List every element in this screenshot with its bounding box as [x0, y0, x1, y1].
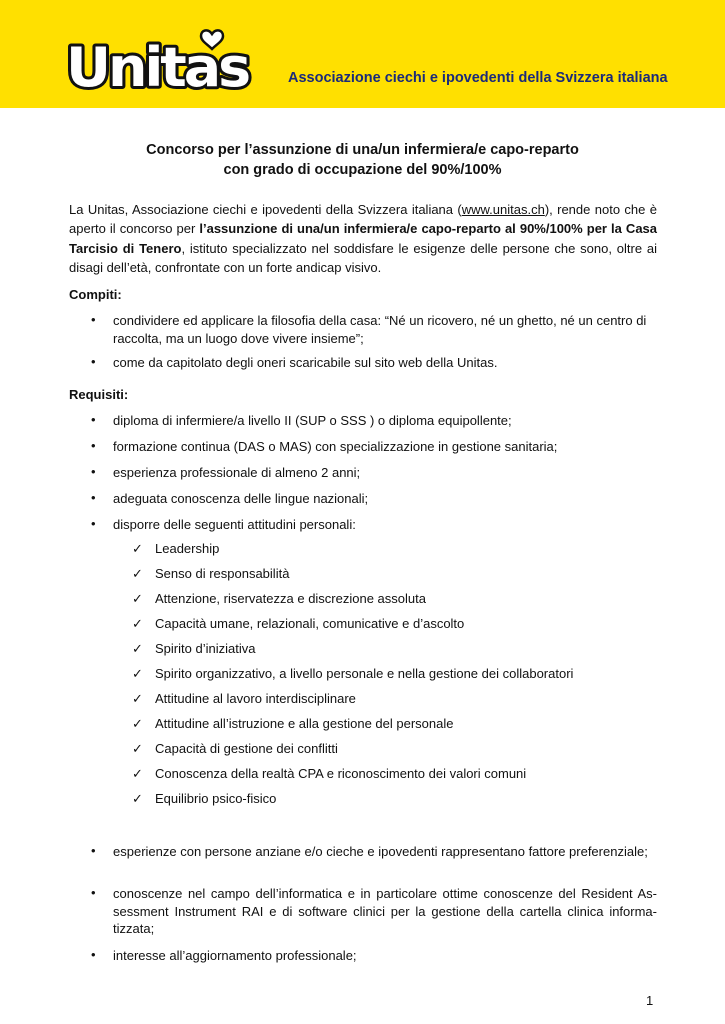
intro-paragraph	[69, 200, 657, 278]
header-band	[0, 0, 725, 108]
bullet-icon: •	[91, 312, 96, 327]
attitude-item: Attenzione, riservatezza e discrezione assoluta	[155, 591, 426, 606]
attitude-item: Conoscenza della realtà CPA e riconoscimento dei valori comuni	[155, 766, 527, 781]
attitude-item: Spirito d’iniziativa	[155, 641, 256, 656]
requisiti-item: diploma di infermiere/a livello II (SUP o SSS ) o diploma equipollente;	[113, 413, 512, 428]
requisiti-heading: Requisiti:	[69, 387, 129, 402]
svg-text:Unitas: Unitas	[66, 36, 249, 96]
bullet-icon: •	[91, 516, 96, 531]
document-title-line-2: con grado di occupazione del 90%/100%	[223, 162, 502, 178]
unitas-logo	[62, 28, 252, 96]
requisiti-item: esperienza professionale di almeno 2 anni;	[113, 465, 361, 480]
checkmark-icon: ✓	[132, 791, 143, 806]
checkmark-icon: ✓	[132, 691, 143, 706]
intro-bold-text: l’assunzione di una/un infermiera/e capo-reparto al 90%/100% per la Casa Tarcisio di Tenero	[69, 221, 658, 256]
page-number: 1	[646, 993, 654, 1008]
document-title-line-1: Concorso per l’assunzione di una/un infermiera/e capo-reparto	[146, 142, 579, 158]
attitude-item: Capacità di gestione dei conflitti	[155, 741, 338, 756]
attitude-item: Attitudine al lavoro interdisciplinare	[155, 691, 356, 706]
bullet-icon: •	[91, 885, 96, 900]
bullet-icon: •	[91, 490, 96, 505]
checkmark-icon: ✓	[132, 766, 143, 781]
compiti-item: come da capitolato degli oneri scaricabile sul sito web della Unitas.	[113, 355, 498, 370]
bullet-icon: •	[91, 464, 96, 479]
organization-name: Associazione ciechi e ipovedenti della Svizzera italiana	[288, 70, 668, 86]
checkmark-icon: ✓	[132, 716, 143, 731]
checkmark-icon: ✓	[132, 666, 143, 681]
checkmark-icon: ✓	[132, 741, 143, 756]
attitude-item: Equilibrio psico-fisico	[155, 791, 277, 806]
compiti-heading: Compiti:	[69, 287, 122, 302]
other-requirement-item: esperienze con persone anziane e/o cieche e ipovedenti rappresentano fattore preferenziale;	[113, 844, 648, 859]
bullet-icon: •	[91, 354, 96, 369]
other-requirement-item: interesse all’aggiornamento professionale;	[113, 948, 357, 963]
bullet-icon: •	[91, 843, 96, 858]
requisiti-item: adeguata conoscenza delle lingue nazionali;	[113, 491, 369, 506]
checkmark-icon: ✓	[132, 641, 143, 656]
attitude-item: Spirito organizzativo, a livello personale e nella gestione dei collaboratori	[155, 666, 574, 681]
bullet-icon: •	[91, 438, 96, 453]
requisiti-item: formazione continua (DAS o MAS) con specializzazione in gestione sanitaria;	[113, 439, 558, 454]
attitude-item: Capacità umane, relazionali, comunicative e d’ascolto	[155, 616, 465, 631]
attitude-item: Attitudine all’istruzione e alla gestione del personale	[155, 716, 454, 731]
other-requirement-item: conoscenze nel campo dell’informatica e in particolare ottime conoscenze del Resident As-sessment Instrument RAI e di software clinici per la gestione della cartella clinica informa-tizzata;	[113, 886, 657, 936]
attitude-item: Senso di responsabilità	[155, 566, 290, 581]
requisiti-item: disporre delle seguenti attitudini personali:	[113, 517, 356, 532]
intro-text-3: , istituto specializzato nel soddisfare le esigenze delle persone che sono, oltre ai disagi dell’età, confrontate con un forte andicap visivo.	[69, 240, 657, 276]
checkmark-icon: ✓	[132, 591, 143, 606]
compiti-item: condividere ed applicare la filosofia della casa: “Né un ricovero, né un ghetto, né un centro di raccolta, ma un luogo dove vivere insieme”;	[113, 313, 647, 346]
intro-text-2: ), rende noto che è aperto il concorso per	[69, 202, 657, 237]
checkmark-icon: ✓	[132, 566, 143, 581]
unitas-website-link[interactable]: www.unitas.ch	[461, 202, 545, 217]
bullet-icon: •	[91, 947, 96, 962]
bullet-icon: •	[91, 412, 96, 427]
checkmark-icon: ✓	[132, 541, 143, 556]
attitude-item: Leadership	[155, 541, 220, 556]
checkmark-icon: ✓	[132, 616, 143, 631]
intro-text-1: La Unitas, Associazione ciechi e ipovedenti della Svizzera italiana (	[69, 202, 462, 217]
